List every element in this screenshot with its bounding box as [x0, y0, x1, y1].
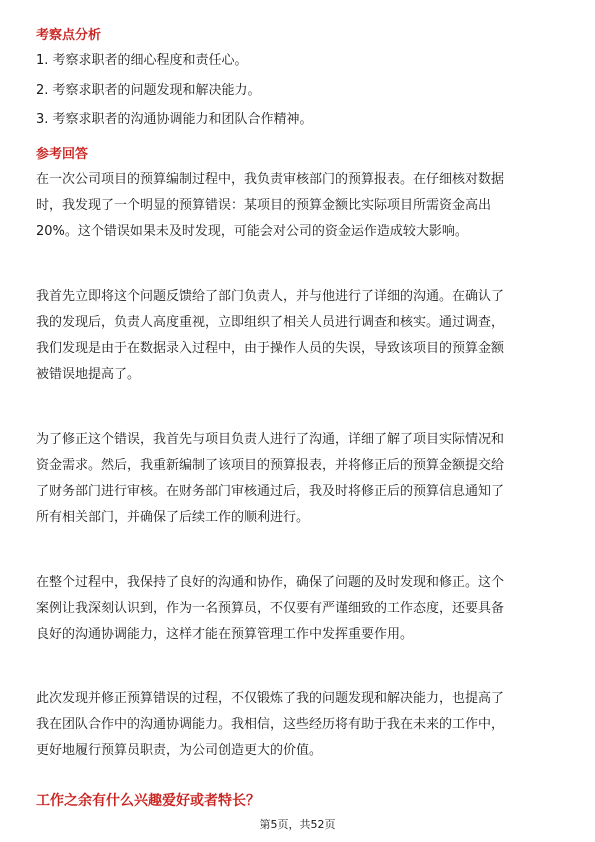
- paragraph-line: 在整个过程中，我保持了良好的沟通和协作，确保了问题的及时发现和修正。这个: [36, 575, 505, 590]
- paragraph-line: 我在团队合作中的沟通协调能力。我相信，这些经历将有助于我在未来的工作中，: [36, 717, 505, 732]
- next-question-heading: 工作之余有什么兴趣爱好或者特长？: [36, 793, 260, 809]
- paragraph-line: 我首先立即将这个问题反馈给了部门负责人，并与他进行了详细的沟通。在确认了: [36, 289, 505, 304]
- paragraph-line: 在一次公司项目的预算编制过程中，我负责审核部门的预算报表。在仔细核对数据: [36, 172, 505, 187]
- paragraph-line: 所有相关部门，并确保了后续工作的顺利进行。: [36, 510, 310, 525]
- analysis-heading: 考察点分析: [36, 28, 102, 43]
- paragraph-line: 为了修正这个错误，我首先与项目负责人进行了沟通，详细了解了项目实际情况和: [36, 432, 505, 447]
- paragraph-line: 了财务部门进行审核。在财务部门审核通过后，我及时将修正后的预算信息通知了: [36, 484, 505, 499]
- answer-paragraph-1: [36, 167, 561, 245]
- answer-paragraph-4: [36, 570, 561, 648]
- answer-paragraph-5: [36, 686, 561, 764]
- analysis-point-3: 3. 考察求职者的沟通协调能力和团队合作精神。: [36, 112, 313, 127]
- answer-paragraph-2: [36, 284, 561, 388]
- paragraph-line: 案例让我深刻认识到，作为一名预算员，不仅要有严谨细致的工作态度，还要具备: [36, 601, 505, 616]
- paragraph-line: 更好地履行预算员职责，为公司创造更大的价值。: [36, 743, 323, 758]
- paragraph-line: 被错误地提高了。: [36, 367, 141, 382]
- page-number: 第5页，共52页: [259, 818, 336, 831]
- paragraph-line: 20%。这个错误如果未及时发现，可能会对公司的资金运作造成较大影响。: [36, 224, 468, 239]
- paragraph-line: 时，我发现了一个明显的预算错误：某项目的预算金额比实际项目所需资金高出: [36, 198, 492, 213]
- answer-heading: 参考回答: [36, 147, 89, 162]
- answer-paragraph-3: [36, 427, 561, 531]
- paragraph-line: 此次发现并修正预算错误的过程，不仅锻炼了我的问题发现和解决能力，也提高了: [36, 691, 505, 706]
- analysis-point-2: 2. 考察求职者的问题发现和解决能力。: [36, 83, 261, 98]
- paragraph-line: 资金需求。然后，我重新编制了该项目的预算报表，并将修正后的预算金额提交给: [36, 458, 505, 473]
- paragraph-line: 我们发现是由于在数据录入过程中，由于操作人员的失误，导致该项目的预算金额: [36, 341, 505, 356]
- analysis-point-1: 1. 考察求职者的细心程度和责任心。: [36, 53, 248, 68]
- paragraph-line: 我的发现后，负责人高度重视，立即组织了相关人员进行调查和核实。通过调查，: [36, 315, 505, 330]
- paragraph-line: 良好的沟通协调能力，这样才能在预算管理工作中发挥重要作用。: [36, 627, 414, 642]
